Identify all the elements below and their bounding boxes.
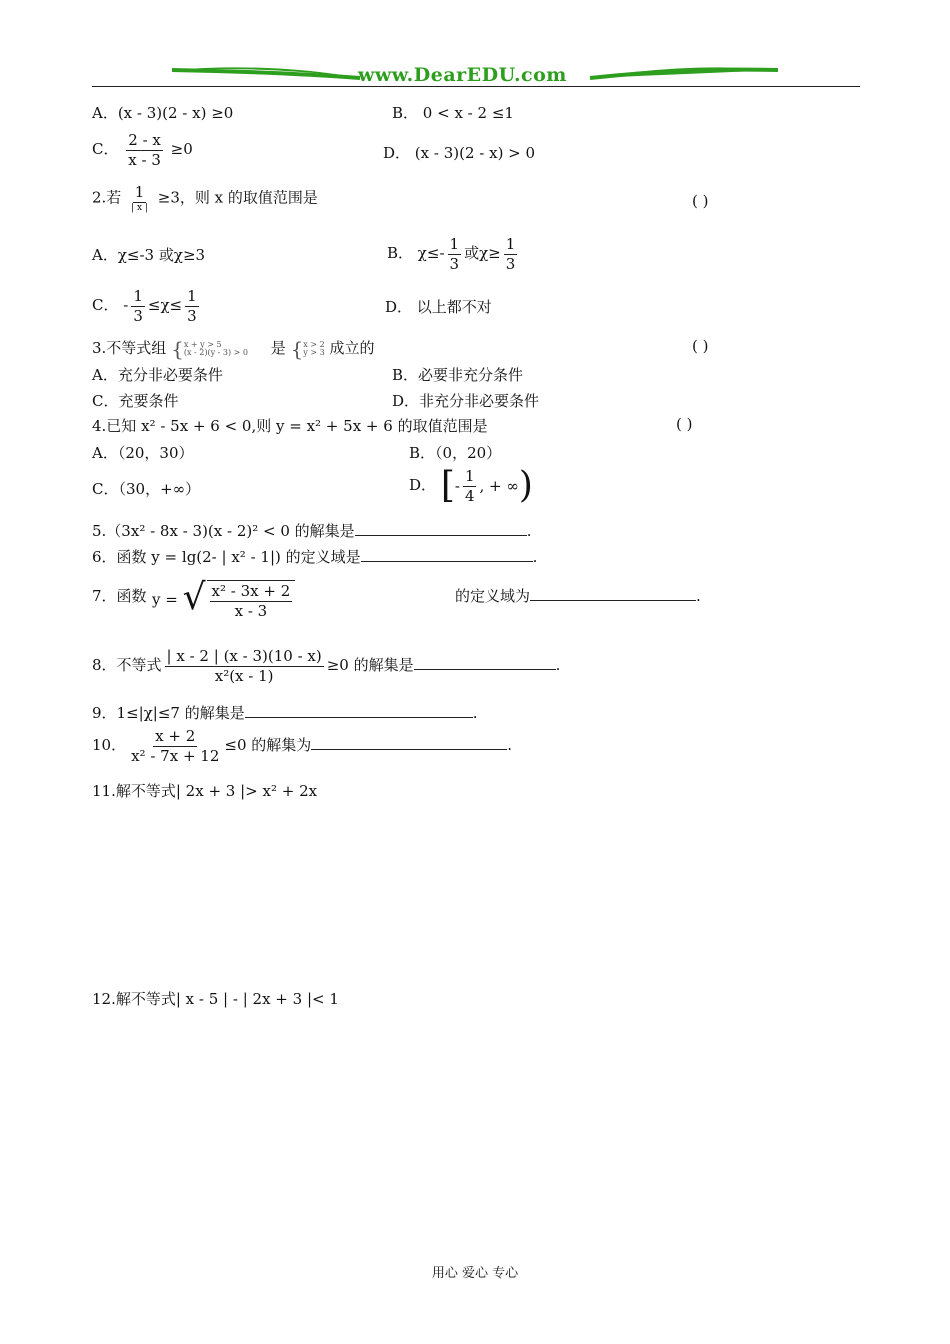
q3-option-c: C．充要条件 [92, 392, 179, 410]
q3-condition-line-1: x > 2 [303, 340, 325, 349]
logo-text: www.DearEDU.com [358, 64, 567, 86]
q5-text: 5.（3x² - 8x - 3)(x - 2)² < 0 的解集是 [92, 522, 355, 540]
q7-y: y = [152, 590, 178, 609]
q4-d-post: , + ∞ [479, 477, 519, 495]
q2-fraction [129, 184, 150, 213]
q2-option-d: D． 以上都不对 [385, 298, 492, 316]
q9-end: . [472, 704, 478, 722]
q7-suffix: 的定义域为 [455, 587, 531, 605]
q3-stem [92, 337, 375, 359]
q3-system-brace: { [171, 337, 184, 361]
q4-stem: 4.已知 x² - 5x + 6 < 0,则 y = x² + 5x + 6 的取值范围是 [92, 417, 488, 435]
q1-c-label: C． [92, 140, 119, 158]
q3-condition [291, 339, 325, 359]
q2-b-pre: B． χ≤- [387, 244, 445, 262]
q4-d-fraction [463, 468, 477, 504]
q2-c-fraction-2 [185, 288, 199, 324]
q2-b-mid: 或χ≥ [464, 244, 501, 262]
q4-option-c: C．（30，+∞） [92, 480, 201, 498]
q2-b-den-2: 3 [505, 254, 516, 273]
page-footer: 用心 爱心 专心 [431, 1266, 519, 1281]
q4-d-close-paren: ) [518, 465, 533, 506]
q5-stem [92, 520, 531, 541]
q8-answer-blank[interactable] [414, 654, 556, 670]
q4-option-d [409, 465, 533, 506]
q2-prefix: 2.若 [92, 188, 122, 207]
q2-c-den-2: 3 [187, 306, 197, 325]
q2-stem [92, 184, 318, 213]
q9-stem [92, 702, 478, 723]
q4-d-label: D． [409, 476, 437, 494]
q7-radicand [207, 580, 296, 619]
q10-stem [92, 728, 512, 764]
q3-option-b: B．必要非充分条件 [392, 366, 524, 384]
q2-b-num-2: 1 [505, 235, 516, 253]
q2-option-a: A．χ≤-3 或χ≥3 [92, 246, 206, 264]
q9-text: 9．1≤|χ|≤7 的解集是 [92, 704, 245, 722]
q3-option-d: D．非充分非必要条件 [392, 392, 540, 410]
q4-answer-paren: ( ) [676, 415, 693, 433]
q3-system-line-1: x + y > 5 [183, 340, 222, 349]
q6-answer-blank[interactable] [361, 546, 533, 562]
q7-radical-sign: √ [182, 577, 206, 618]
q4-d-interval [440, 465, 533, 506]
q10-denominator: x² - 7x + 12 [131, 746, 220, 765]
q2-numerator: 1 [134, 183, 145, 201]
q2-c-fraction-1 [131, 288, 145, 324]
q3-condition-line-2: y > 3 [303, 348, 325, 357]
q2-c-num-1: 1 [133, 287, 143, 305]
q1-c-tail: ≥0 [170, 140, 193, 158]
q4-option-a: A．（20，30） [92, 444, 194, 462]
q7-sqrt [182, 577, 296, 620]
q1-c-numerator: 2 - x [128, 131, 161, 149]
q10-suffix: ≤0 的解集为 [224, 736, 312, 754]
q5-answer-blank[interactable] [355, 520, 527, 536]
q7-fraction [210, 583, 293, 619]
q1-c-denominator: x - 3 [128, 150, 161, 169]
q7-numerator: x² - 3x + 2 [211, 582, 291, 600]
q4-d-pre: - [454, 477, 460, 495]
q1-option-c [92, 132, 193, 168]
q2-b-num-1: 1 [449, 235, 460, 253]
q8-end: . [555, 656, 561, 674]
q7-answer-blank[interactable] [530, 585, 696, 601]
header-rule [92, 86, 860, 87]
q7-prefix: 7．函数 [92, 587, 147, 605]
q3-option-a: A．充分非必要条件 [92, 366, 223, 384]
q7-formula [152, 577, 295, 620]
q10-numerator: x + 2 [155, 727, 196, 745]
q3-condition-brace: { [290, 337, 304, 361]
header-logo [170, 62, 780, 88]
q10-answer-blank[interactable] [311, 734, 507, 750]
q4-option-b: B．（0，20） [409, 444, 502, 462]
q3-suffix: 成立的 [329, 339, 375, 357]
q1-option-a: A．(x - 3)(2 - x) ≥0 [92, 104, 234, 122]
q9-answer-blank[interactable] [245, 702, 473, 718]
q7-end: . [696, 587, 701, 605]
q8-prefix: 8．不等式 [92, 656, 162, 674]
q4-d-open-bracket: [ [440, 465, 455, 506]
q3-mid: 是 [270, 339, 286, 357]
q12-stem: 12.解不等式| x - 5 | - | 2x + 3 |< 1 [92, 990, 339, 1008]
q4-d-denominator: 4 [464, 486, 475, 505]
q1-c-fraction [126, 132, 163, 168]
q7-tail [455, 585, 701, 606]
q3-system-line-2: (x - 2)(y - 3) > 0 [183, 348, 248, 357]
q2-option-b [387, 236, 520, 272]
q2-denominator: | x | [131, 202, 148, 213]
q2-b-fraction-1 [448, 236, 462, 272]
q6-text: 6．函数 y = lg(2- | x² - 1|) 的定义域是 [92, 548, 361, 566]
q2-c-mid: ≤χ≤ [147, 296, 183, 314]
q1-option-b: B． 0 < x - 2 ≤1 [392, 104, 514, 122]
q8-fraction [165, 648, 324, 684]
q6-end: . [532, 548, 538, 566]
q2-answer-paren: ( ) [692, 192, 709, 210]
q7-denominator: x - 3 [234, 601, 268, 620]
q11-stem: 11.解不等式| 2x + 3 |> x² + 2x [92, 782, 318, 800]
q6-stem [92, 546, 537, 567]
q2-option-c [92, 288, 202, 324]
q2-c-den-1: 3 [133, 306, 143, 325]
q10-fraction [129, 728, 221, 764]
q4-d-numerator: 1 [464, 467, 475, 485]
q3-condition-lines [303, 341, 324, 357]
q5-end: . [526, 522, 532, 540]
q8-stem [92, 648, 560, 684]
q8-numerator: | x - 2 | (x - 3)(10 - x) [166, 647, 322, 665]
q3-system-lines [184, 341, 248, 357]
q2-b-fraction-2 [504, 236, 518, 272]
q3-answer-paren: ( ) [692, 337, 709, 355]
q10-prefix: 10． [92, 736, 127, 754]
q2-c-num-2: 1 [187, 287, 197, 305]
q8-suffix: ≥0 的解集是 [326, 656, 414, 674]
q10-end: . [507, 736, 513, 754]
q3-prefix: 3.不等式组 [92, 339, 167, 357]
q2-suffix: ≥3，则 x 的取值范围是 [157, 188, 318, 207]
q3-system [171, 339, 248, 359]
q2-c-pre: C． - [92, 296, 129, 314]
q1-option-d: D． (x - 3)(2 - x) > 0 [383, 144, 536, 162]
q2-b-den-1: 3 [449, 254, 460, 273]
q8-denominator: x²(x - 1) [214, 666, 274, 685]
